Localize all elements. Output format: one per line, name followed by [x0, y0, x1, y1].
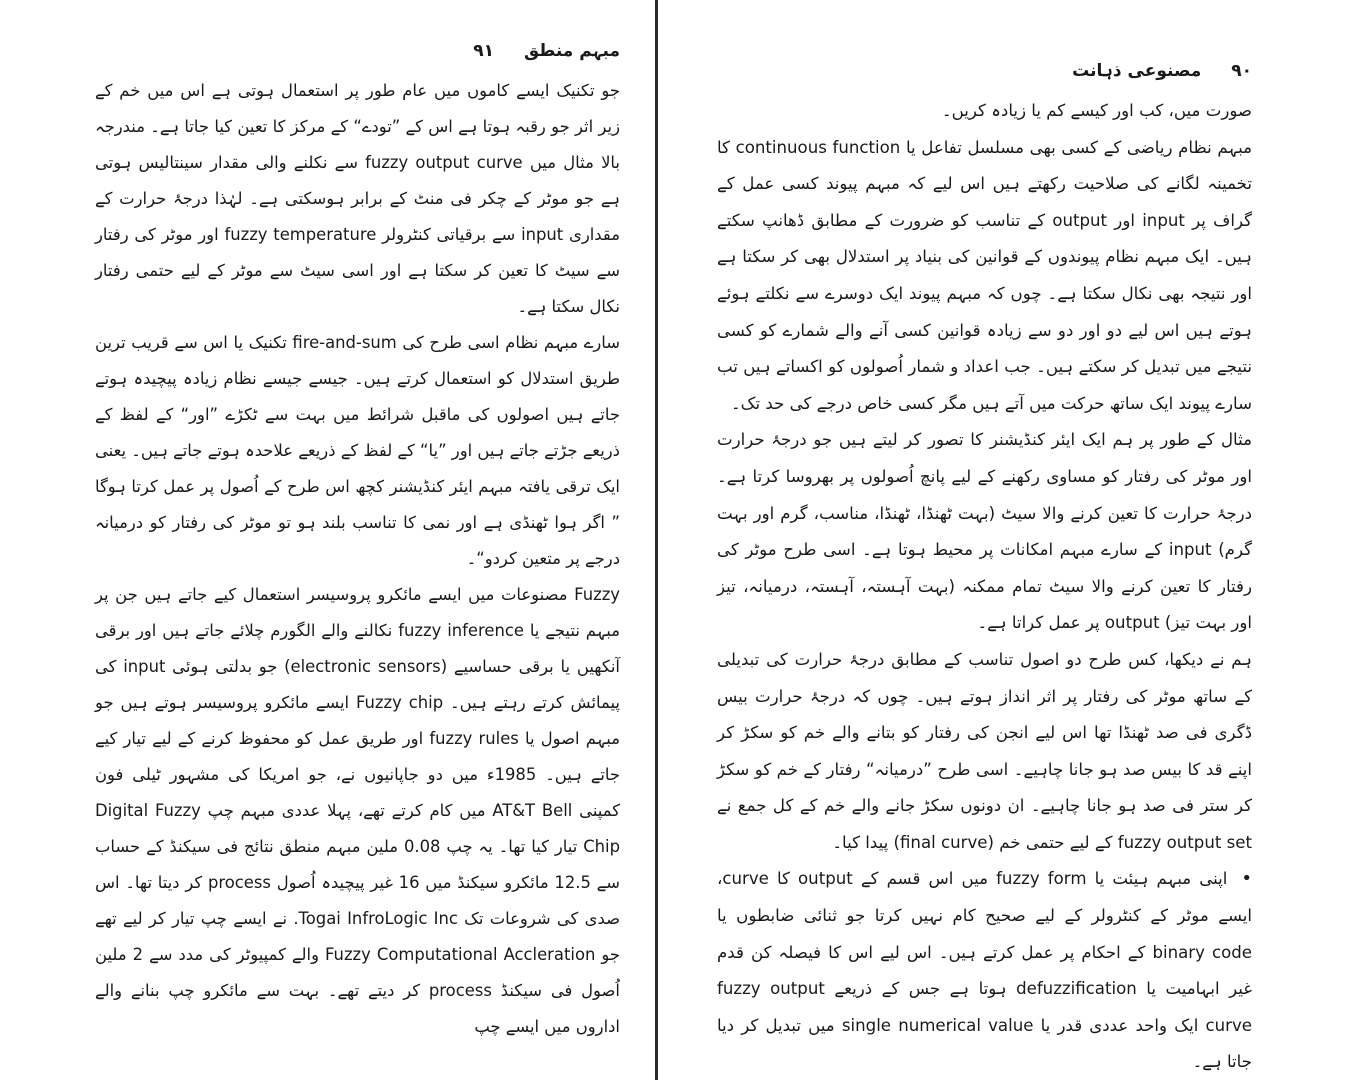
paragraph: مبہم نظام ریاضی کے کسی بھی مسلسل تفاعل یا continuous function کا تخمینہ لگانے کی صلاحیت رکھتے ہیں اس لیے کہ مبہم پیوند کسی عمل کے گراف پر input اور output کے تناسب کو ضرورت کے مطابق ڈھانپ سکتے ہیں۔ ایک مبہم نظام پیوندوں کے قوانین کی بنیاد پر استدلال بھی کر سکتا ہے اور نتیجہ بھی نکال سکتا ہے۔ چوں کہ مبہم پیوند ایک دوسرے سے نکلتے ہوئے ہوتے ہیں اس لیے دو اور دو سے زیادہ قوانین کسی آنے والے شمارے کو کسی نتیجے میں تبدیل کر سکتے ہیں۔ جب اعداد و شمار اُصولوں کو اکساتے ہیں تب سارے پیوند ایک ساتھ حرکت میں آتے ہیں مگر کسی خاص درجے کی حد تک۔	[717, 137, 1252, 413]
right-page	[662, 0, 1367, 1080]
right-running-title: مصنوعی ذہانت	[1072, 61, 1202, 81]
bullet-paragraph-text: اپنی مبہم ہیئت یا fuzzy form میں اس قسم کے output کا curve، ایسے موٹر کے کنٹرولر کے لیے صحیح کام نہیں کرتا جو ثنائی ضابطوں یا binary code کے احکام پر عمل کرتے ہیں۔ اس لیے اس کا فیصلہ کن قدم غیر ابہامیت یا defuzzification ہوتا ہے جس کے ذریعے fuzzy output curve ایک واحد عددی قدر یا single numerical value میں تبدیل کر دیا جاتا ہے۔	[717, 869, 1252, 1072]
left-body-text	[95, 73, 620, 1045]
paragraph: Fuzzy مصنوعات میں ایسے مائکرو پروسیسر استعمال کیے جاتے ہیں جن پر مبہم نتیجے یا fuzzy inference نکالنے والے الگورم چلائے جاتے ہیں اور برقی آنکھیں یا برقی حساسیے (electronic sensors) جو بدلتی ہوئی input کی پیمائش کرتے رہتے ہیں۔ Fuzzy chip ایسے مائکرو پروسیسر ہوتے ہیں جو مبہم اصول یا fuzzy rules اور طریق عمل کو محفوظ کرنے کے لیے تیار کیے جاتے ہیں۔ 1985ء میں دو جاپانیوں نے، جو امریکا کی مشہور ٹیلی فون کمپنی AT&T Bell میں کام کرتے تھے، پہلا عددی مبہم چپ Digital Fuzzy Chip تیار کیا تھا۔ یہ چپ 0.08 ملین مبہم منطق نتائج فی سیکنڈ کے حساب سے 12.5 مائکرو سیکنڈ میں 16 غیر پیچیدہ اُصول process کر دیتا تھا۔ اس صدی کی شروعات تک Togai InfroLogic Inc. نے ایسے چپ تیار کر لیے تھے جو Fuzzy Computational Accleration والے کمپیوٹر کی مدد سے 2 ملین اُصول فی سیکنڈ process کر دیتے تھے۔ بہت سے مائکرو چپ بنانے والے اداروں میں ایسے چپ	[95, 585, 621, 1036]
left-page	[0, 0, 650, 1080]
left-page-number: ۹۱	[473, 41, 494, 61]
left-running-title: مبہم منطق	[523, 41, 620, 61]
left-running-head	[440, 40, 620, 61]
paragraph: صورت میں، کب اور کیسے کم یا زیادہ کریں۔	[941, 101, 1252, 120]
paragraph: سارے مبہم نظام اسی طرح کی fire-and-sum تکنیک یا اس سے قریب ترین طریق استدلال کو استعمال کرتے ہیں۔ جیسے جیسے نظام زیادہ پیچیدہ ہوتے جاتے ہیں اصولوں کی ماقبل شرائط میں بہت سے ٹکڑے ”اور“ کے لفظ کے ذریعے جڑتے جاتے ہیں اور ”یا“ کے لفظ کے ذریعے علاحدہ ہوتے جاتے ہیں۔ یعنی ایک ترقی یافتہ مبہم ایئر کنڈیشنر کچھ اس طرح کے اُصول پر عمل کرتا ہوگا ” اگر ہوا ٹھنڈی ہے اور نمی کا تناسب بلند ہو تو موٹر کی رفتار کو درمیانہ درجے پر متعین کردو“۔	[95, 333, 621, 568]
right-page-number: ۹۰	[1231, 61, 1252, 81]
bullet-paragraph	[717, 861, 1252, 1081]
paragraph: جو تکنیک ایسے کاموں میں عام طور پر استعمال ہوتی ہے اس میں خم کے زیر اثر جو رقبہ ہوتا ہے اس کے ”تودے“ کے مرکز کا تعین کیا جاتا ہے۔ مندرجہ بالا مثال میں fuzzy output curve سے نکلنے والی مقدار سینتالیس ہوتی ہے جو موٹر کے چکر فی منٹ کے برابر ہوسکتی ہے۔ لہٰذا درجۂ حرارت کے مقداری input سے برقیاتی کنٹرولر fuzzy temperature اور موٹر کی رفتار سے سیٹ کا تعین کر سکتا ہے اور اسی سیٹ سے موٹر کے لیے حتمی رفتار نکال سکتا ہے۔	[95, 81, 620, 316]
paragraph: ہم نے دیکھا، کس طرح دو اصول تناسب کے مطابق درجۂ حرارت کی تبدیلی کے ساتھ موٹر کی رفتار پر اثر انداز ہوتے ہیں۔ چوں کہ درجۂ حرارت بیس ڈگری فی صد ٹھنڈا تھا اس لیے انجن کی رفتار کو بتانے والے خم کو سکڑ کر اپنے قد کا بیس صد ہو جانا چاہیے۔ اسی طرح ”درمیانہ“ رفتار کے خم کو سکڑ کر ستر فی صد ہو جانا چاہیے۔ ان دونوں سکڑ جانے والے خم کے کل جمع نے fuzzy output set کے لیے حتمی خم (final curve) پیدا کیا۔	[717, 649, 1252, 852]
right-body-text	[717, 93, 1252, 1081]
book-gutter	[655, 0, 658, 1080]
bullet-icon: •	[1241, 868, 1252, 890]
paragraph: مثال کے طور پر ہم ایک ایئر کنڈیشنر کا تصور کر لیتے ہیں جو درجۂ حرارت اور موٹر کی رفتار کو مساوی رکھنے کے لیے پانچ اُصولوں پر بھروسا کرتا ہے۔ درجۂ حرارت کا تعین کرنے والا سیٹ (بہت ٹھنڈا، ٹھنڈا، مناسب، گرم اور بہت گرم) input کے سارے مبہم امکانات پر محیط ہوتا ہے۔ اسی طرح موٹر کی رفتار کا تعین کرنے والا سیٹ تمام ممکنہ (بہت آہستہ، آہستہ، درمیانہ، تیز اور بہت تیز) output پر عمل کراتا ہے۔	[717, 430, 1252, 633]
right-running-head	[717, 60, 1252, 81]
